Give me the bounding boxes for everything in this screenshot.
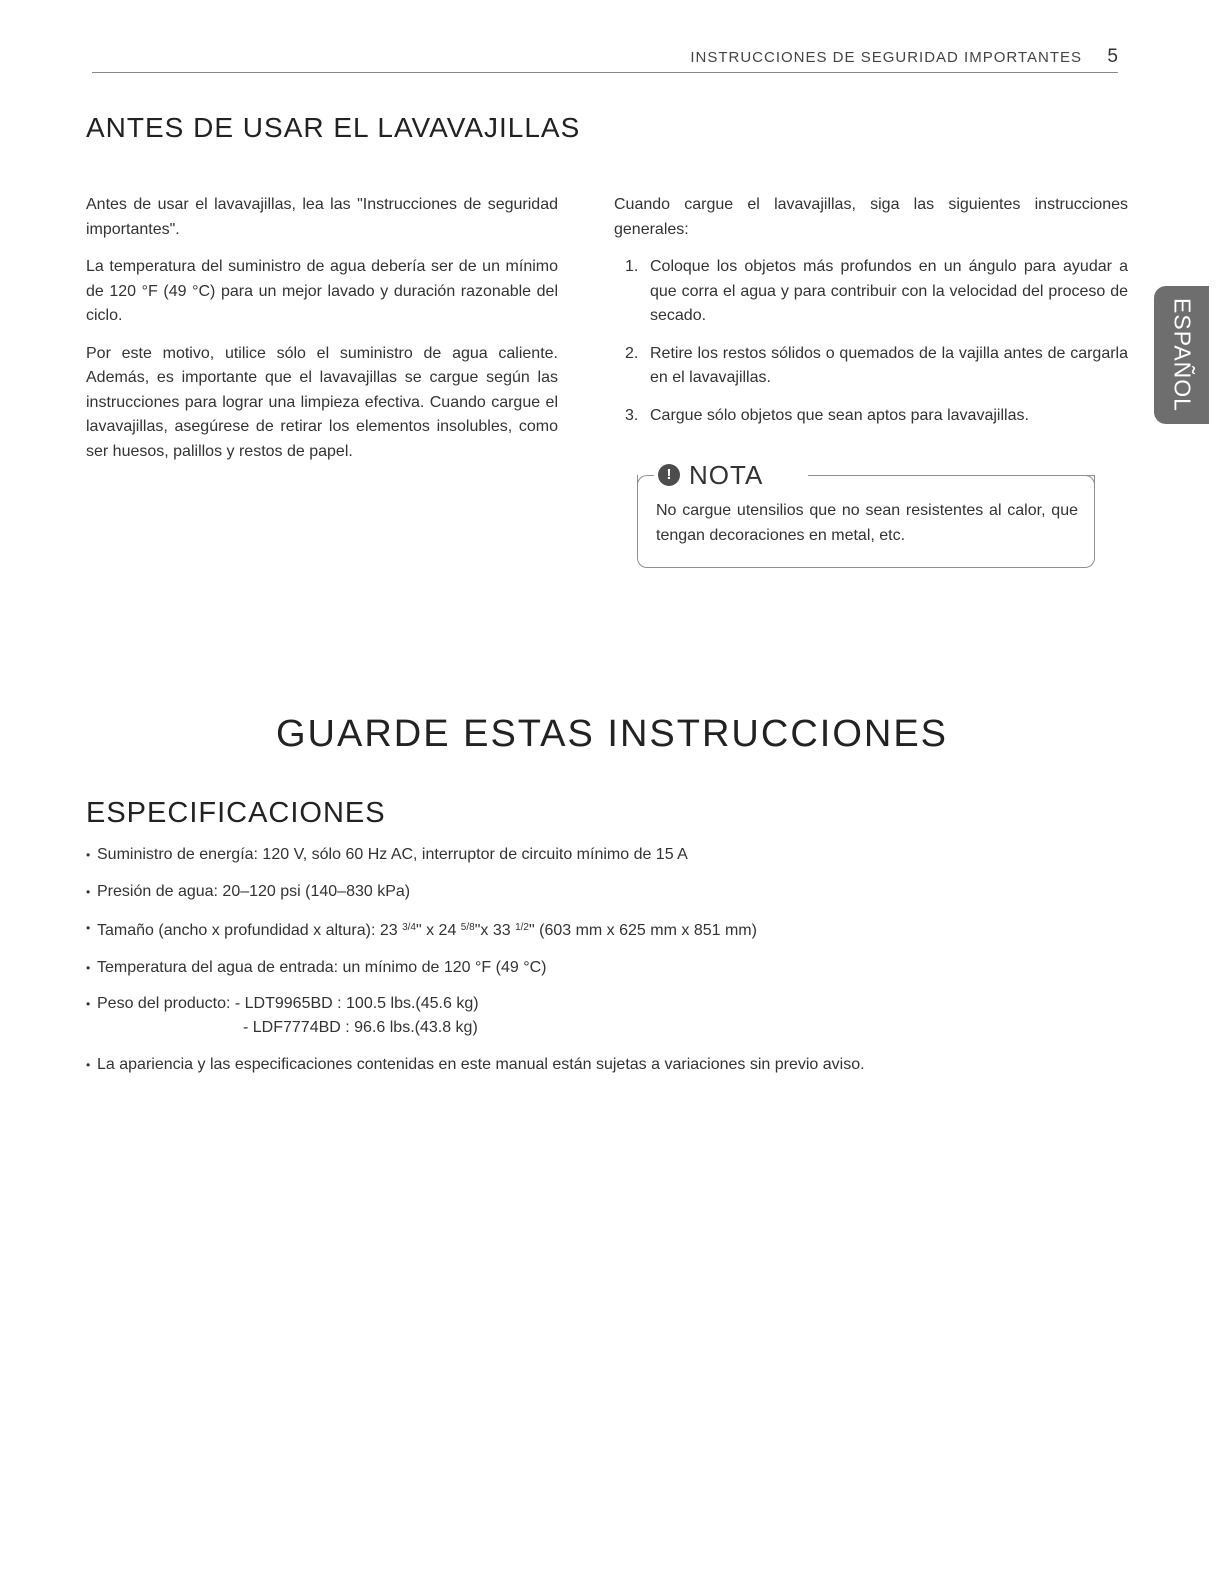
fraction: 3/4: [402, 922, 416, 933]
right-column: [614, 193, 1128, 441]
language-tab: [1154, 286, 1209, 424]
spec-size-text: " x 24: [415, 922, 461, 939]
step-number: 3.: [625, 406, 639, 424]
paragraph: La temperatura del suministro de agua debería ser de un mínimo de 120 °F (49 °C) para un mejor lavado y duración razonable del ciclo.: [86, 258, 558, 324]
weight-line-2: - LDF7774BD : 96.6 lbs.(43.8 kg): [243, 1019, 478, 1036]
spec-size: [86, 916, 1136, 943]
step-text: Cargue sólo objetos que sean aptos para lavavajillas.: [650, 406, 1029, 424]
spec-power: • Suministro de energía: 120 V, sólo 60 Hz AC, interruptor de circuito mínimo de 15 A: [86, 843, 1136, 867]
running-title: INSTRUCCIONES DE SEGURIDAD IMPORTANTES: [690, 49, 1082, 66]
spec-pressure: • Presión de agua: 20–120 psi (140–830 kPa): [86, 880, 1136, 904]
save-instructions-title: GUARDE ESTAS INSTRUCCIONES: [275, 713, 949, 755]
list-item: [614, 404, 1128, 429]
note-header: [658, 461, 773, 489]
loading-steps: [614, 255, 1128, 428]
step-text: Coloque los objetos más profundos en un ángulo para ayudar a que corra el agua y para contribuir con la velocidad del proceso de secado.: [650, 258, 1128, 324]
spec-size-text: " (603 mm x 625 mm x 851 mm): [528, 922, 757, 939]
spec-size-text: Tamaño (ancho x profundidad x altura): 23: [97, 922, 403, 939]
note-text: No cargue utensilios que no sean resistentes al calor, que tengan decoraciones en metal, etc.: [656, 502, 1078, 544]
step-text: Retire los restos sólidos o quemados de la vajilla antes de cargarla en el lavavajillas.: [650, 344, 1128, 386]
note-box: [637, 459, 1095, 568]
spec-disclaimer: • La apariencia y las especificaciones contenidas en este manual están sujetas a variaciones sin previo aviso.: [86, 1053, 1136, 1077]
fraction: 5/8: [460, 922, 475, 933]
spec-water-temp: • Temperatura del agua de entrada: un mínimo de 120 °F (49 °C): [86, 956, 1136, 980]
spec-size-text: "x 33: [474, 922, 516, 939]
list-item: [614, 342, 1128, 391]
paragraph: Antes de usar el lavavajillas, lea las "Instrucciones de seguridad importantes".: [86, 196, 558, 238]
loading-intro: Cuando cargue el lavavajillas, siga las siguientes instrucciones generales:: [614, 196, 1128, 238]
note-title: NOTA: [689, 459, 764, 490]
paragraph: Por este motivo, utilice sólo el suministro de agua caliente. Además, es importante que el lavavajillas se cargue según las instrucciones para lograr una limpieza efectiva. Cuando cargue el lavavajillas, asegúrese de retirar los elementos insolubles, como ser huesos, palillos y restos de papel.: [86, 344, 558, 460]
step-number: 1.: [625, 258, 639, 275]
language-tab-label: ESPAÑOL: [1169, 298, 1195, 412]
weight-line-1: • Peso del producto: - LDT9965BD : 100.5 lbs.(45.6 kg): [97, 995, 479, 1012]
spec-weight: [86, 992, 1136, 1040]
spec-list: [86, 843, 1136, 1089]
section-title-specs: ESPECIFICACIONES: [86, 797, 386, 829]
fraction: 1/2: [515, 922, 529, 933]
warning-icon: !: [658, 464, 680, 486]
list-item: [614, 255, 1128, 329]
left-column: [86, 193, 558, 477]
note-border-line: [808, 475, 1094, 476]
step-number: 2.: [625, 344, 639, 362]
running-header: [92, 44, 1118, 73]
page-number: 5: [1107, 46, 1118, 67]
section-title-antes: ANTES DE USAR EL LAVAVAJILLAS: [86, 112, 581, 143]
